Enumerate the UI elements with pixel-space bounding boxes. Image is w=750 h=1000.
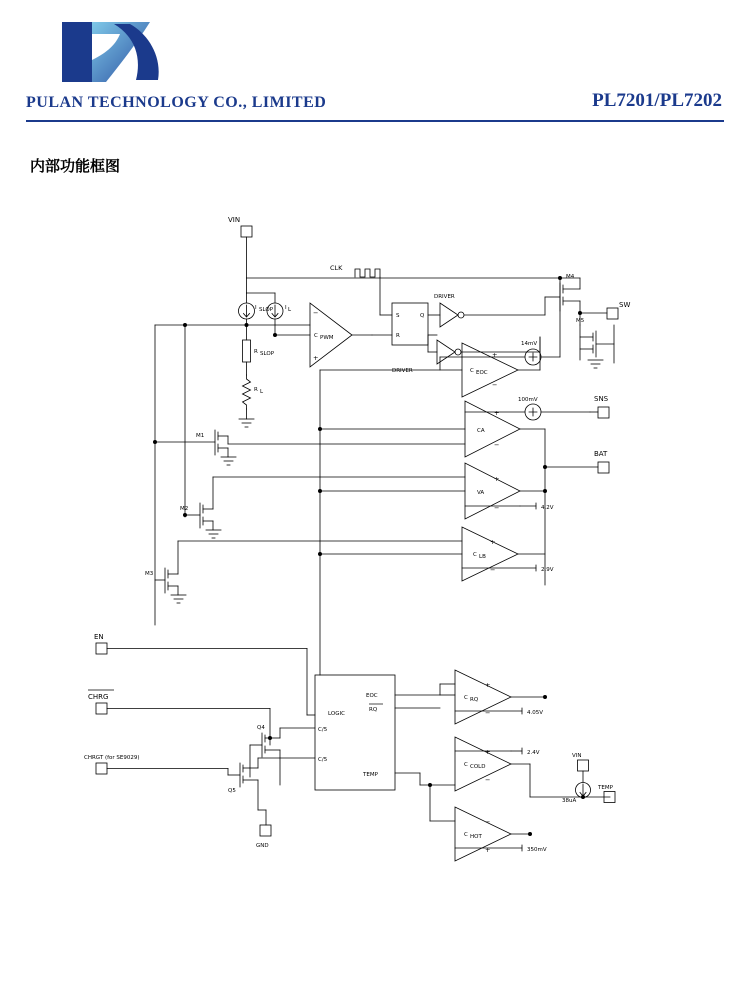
va-minus: −: [494, 504, 500, 512]
pin-bat-box: [598, 462, 609, 473]
source-label-islop: I: [255, 305, 257, 311]
transistor-label-m4: M4: [566, 274, 575, 280]
amp-sub-cpwm: PWM: [320, 335, 334, 341]
amp-sub-clb: LB: [479, 554, 486, 560]
logic-out-temp: TEMP: [363, 772, 378, 778]
chot-plus: +: [485, 846, 491, 854]
ref-label-2v9: 2.9V: [541, 567, 554, 573]
transistor-label-q5: Q5: [228, 788, 236, 794]
logic-block-label: LOGIC: [328, 711, 345, 717]
amp-label-va: VA: [477, 490, 485, 496]
cpwm-minus: −: [313, 309, 319, 317]
pin-label-bat: BAT: [594, 450, 608, 458]
pin-vin-box: [241, 226, 252, 237]
ref-label-4v2: 4.2V: [541, 505, 554, 511]
pin-en-box: [96, 643, 107, 654]
latch-label-s: S: [396, 313, 400, 319]
ref-label-14mv: 14mV: [521, 341, 538, 347]
header-divider: [26, 120, 724, 122]
signal-label-driver-bottom: DRIVER: [392, 368, 413, 374]
ref-label-100mv: 100mV: [518, 397, 538, 403]
resistor-sub-rl: L: [260, 389, 264, 395]
amp-label-ca: CA: [477, 428, 485, 434]
chot-minus: −: [485, 818, 491, 826]
amp-label-chot: C: [464, 832, 468, 838]
cpwm-plus: +: [313, 354, 319, 362]
logic-out-rq: RQ: [369, 707, 378, 713]
pin-label-vin: VIN: [228, 216, 241, 224]
latch-label-r: R: [396, 333, 400, 339]
ceoc-plus: +: [492, 351, 498, 359]
amp-sub-chot: HOT: [470, 834, 482, 840]
pin-sw-box: [607, 308, 618, 319]
ca-minus: −: [494, 441, 500, 449]
part-number: PL7201/PL7202: [592, 90, 722, 111]
logic-in-c5-upper: C/5: [318, 727, 328, 733]
page-title: 内部功能框图: [30, 157, 121, 175]
pin-label-chrg: CHRG: [88, 693, 109, 701]
resistor-label-rl: R: [254, 387, 258, 393]
page-header: [0, 0, 750, 132]
logic-out-eoc: EOC: [366, 693, 378, 699]
pin-chrgt-box: [96, 763, 107, 774]
amp-sub-crq: RQ: [470, 697, 479, 703]
pulan-p-logo-icon: [62, 22, 172, 90]
pin-label-gnd: GND: [256, 843, 269, 849]
pin-vin2-box: [578, 760, 589, 771]
pin-label-en: EN: [94, 633, 104, 641]
internal-block-diagram: [0, 185, 750, 945]
pin-chrg-box: [96, 703, 107, 714]
source-label-38ua: 38uA: [562, 798, 577, 804]
crq-minus: −: [485, 709, 491, 717]
transistor-label-m3: M3: [145, 571, 154, 577]
ceoc-minus: −: [492, 381, 498, 389]
amp-label-clb: C: [473, 552, 477, 558]
amp-label-crq: C: [464, 695, 468, 701]
ref-label-4v05: 4.05V: [527, 710, 544, 716]
pin-label-temp: TEMP: [598, 785, 613, 791]
pin-gnd-box: [260, 825, 271, 836]
transistor-label-m2: M2: [180, 506, 189, 512]
pin-label-sw: SW: [619, 301, 631, 309]
resistor-label-rslop: R: [254, 349, 258, 355]
pin-label-vin2: VIN: [572, 753, 582, 759]
pin-sns-box: [598, 407, 609, 418]
logic-in-c5-lower: C/5: [318, 757, 328, 763]
latch-label-q: Q: [420, 313, 425, 319]
ca-plus: +: [494, 409, 500, 417]
ref-label-2v4: 2.4V: [527, 750, 540, 756]
transistor-label-q4: Q4: [257, 725, 265, 731]
ref-label-350mv: 350mV: [527, 847, 547, 853]
crq-plus: +: [485, 681, 491, 689]
va-plus: +: [494, 475, 500, 483]
company-name: PULAN TECHNOLOGY CO., LIMITED: [26, 94, 327, 111]
signal-label-driver-top: DRIVER: [434, 294, 455, 300]
source-sub-il: L: [288, 307, 292, 313]
amp-sub-ceoc: EOC: [476, 370, 488, 376]
amp-sub-ccold: COLD: [470, 764, 486, 770]
source-sub-islop: SLOP: [259, 307, 274, 313]
signal-label-clk: CLK: [330, 264, 343, 272]
pin-label-sns: SNS: [594, 395, 609, 403]
ccold-plus: +: [485, 748, 491, 756]
clb-plus: +: [490, 538, 496, 546]
transistor-label-m5: M5: [576, 318, 585, 324]
pin-label-chrgt: CHRGT (for SE9029): [84, 755, 140, 761]
amp-label-ccold: C: [464, 762, 468, 768]
transistor-label-m1: M1: [196, 433, 205, 439]
resistor-sub-rslop: SLOP: [260, 351, 275, 357]
ccold-minus: −: [485, 776, 491, 784]
amp-label-ceoc: C: [470, 368, 474, 374]
amp-label-cpwm: C: [314, 333, 318, 339]
source-label-il: I: [285, 305, 287, 311]
clb-minus: −: [490, 566, 496, 574]
